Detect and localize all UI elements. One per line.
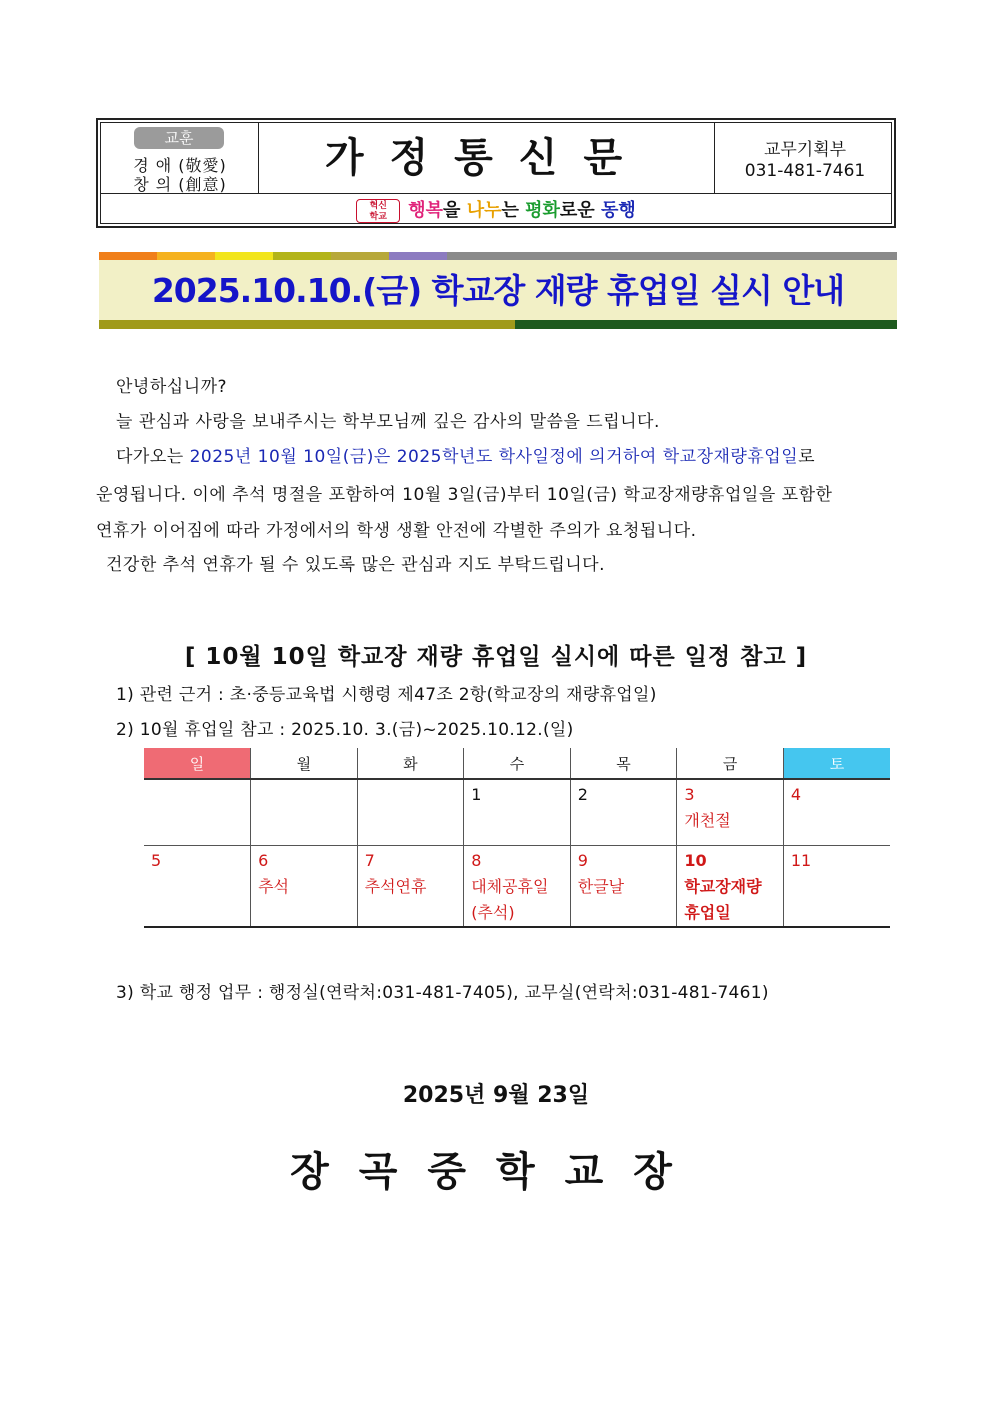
- banner-top-colorbar: [99, 252, 897, 260]
- holiday-label: 추석연휴: [364, 876, 427, 896]
- calendar-week-2: [144, 845, 890, 927]
- motto-line-2: 창 의 (創意): [133, 175, 227, 194]
- colorbar-segment: [389, 252, 447, 260]
- slogan-part: 나누: [466, 200, 502, 221]
- motto-badge: 교훈: [134, 127, 224, 149]
- colorbar-segment: [331, 252, 389, 260]
- holiday-label: 추석: [258, 876, 289, 896]
- date-number: 11: [790, 850, 812, 870]
- reference-item-2: 2) 10월 휴업일 참고 : 2025.10. 3.(금)~2025.10.12.(일): [116, 720, 574, 740]
- colorbar-segment: [447, 252, 897, 260]
- notice-title-banner: 2025.10.10.(금) 학교장 재량 휴업일 실시 안내: [99, 260, 897, 320]
- day-header-fri: 금: [677, 748, 784, 779]
- department-info: [715, 123, 895, 193]
- october-calendar: [144, 748, 890, 928]
- calendar-cell: [251, 845, 358, 927]
- calendar-cell: [783, 779, 890, 845]
- colorbar-segment: [99, 252, 157, 260]
- day-header-sun: 일: [144, 748, 251, 779]
- holiday-label: 대체공휴일: [471, 876, 549, 896]
- logo-text-top: 혁신: [369, 201, 387, 211]
- notice-paragraph-line-3: 연휴가 이어짐에 따라 가정에서의 학생 생활 안전에 각별한 주의가 요청됩니다.: [96, 521, 697, 541]
- slogan-part: 을: [443, 200, 467, 221]
- date-number: 5: [151, 850, 162, 870]
- calendar-cell: [677, 779, 784, 845]
- day-header-wed: 수: [464, 748, 571, 779]
- reference-item-3: 3) 학교 행정 업무 : 행정실(연락처:031-481-7405), 교무실(연락처:031-481-7461): [116, 983, 769, 1003]
- colorbar-segment: [157, 252, 215, 260]
- calendar-header-row: [144, 748, 890, 779]
- notice-highlight: 2025년 10월 10일(금)은 2025학년도 학사일정에 의거하여 학교장재량휴업일: [189, 447, 799, 467]
- colorbar-segment: [273, 252, 331, 260]
- slogan-part: 동행: [600, 200, 636, 221]
- date-number: 7: [364, 850, 375, 870]
- newsletter-title: 가정통신문: [259, 123, 715, 193]
- newsletter-header: [96, 118, 896, 228]
- day-header-mon: 월: [251, 748, 358, 779]
- holiday-label: 학교장재량: [684, 876, 762, 896]
- slogan-text: [408, 200, 635, 221]
- banner-bottom-colorbar: [99, 320, 897, 329]
- date-number: 6: [258, 850, 269, 870]
- notice-paragraph-line-2: 운영됩니다. 이에 추석 명절을 포함하여 10월 3일(금)부터 10일(금) 학교장재량휴업일을 포함한: [96, 485, 833, 505]
- slogan-part: 는: [501, 200, 526, 221]
- calendar-cell: [464, 845, 571, 927]
- innovation-school-logo: [356, 199, 400, 223]
- day-header-sat: 토: [783, 748, 890, 779]
- colorbar-segment: [215, 252, 273, 260]
- date-number: 1: [471, 785, 482, 804]
- colorbar-segment: [99, 320, 515, 329]
- calendar-week-1: [144, 779, 890, 845]
- holiday-label: 개천절: [684, 811, 731, 830]
- thanks-line: 늘 관심과 사랑을 보내주시는 학부모님께 깊은 감사의 말씀을 드립니다.: [116, 412, 660, 432]
- calendar-cell: [783, 845, 890, 927]
- header-inner-frame: [100, 122, 892, 224]
- date-number: 2: [577, 785, 588, 804]
- slogan-part: 로운: [559, 200, 601, 221]
- calendar-cell: [464, 779, 571, 845]
- calendar-cell: [144, 845, 251, 927]
- holiday-label-sub: 휴업일: [684, 902, 731, 922]
- calendar-cell: [144, 779, 251, 845]
- colorbar-segment: [515, 320, 897, 329]
- greeting-line: 안녕하십니까?: [116, 377, 228, 397]
- motto-line-1: 경 애 (敬愛): [133, 156, 227, 175]
- date-number: 10: [684, 850, 707, 870]
- department-name: 교무기획부: [763, 140, 847, 160]
- notice-lead: 다가오는: [116, 447, 190, 467]
- principal-signature: 장곡중학교장: [290, 1149, 702, 1195]
- slogan-part: 행복: [408, 200, 444, 221]
- date-number: 9: [577, 850, 588, 870]
- department-phone: 031-481-7461: [744, 161, 866, 181]
- notice-tail: 로: [798, 447, 816, 467]
- notice-paragraph-line-1: [116, 440, 815, 474]
- calendar-cell: [357, 845, 464, 927]
- calendar-cell: [570, 779, 677, 845]
- holiday-label-sub: (추석): [471, 902, 515, 922]
- day-header-tue: 화: [357, 748, 464, 779]
- holiday-label: 한글날: [577, 876, 625, 896]
- date-number: 8: [471, 850, 482, 870]
- date-number: 4: [790, 785, 802, 804]
- closing-line: 건강한 추석 연휴가 될 수 있도록 많은 관심과 지도 부탁드립니다.: [106, 555, 606, 575]
- slogan-part: 평화: [525, 200, 560, 221]
- date-number: 3: [684, 785, 695, 804]
- issue-date: 2025년 9월 23일: [402, 1083, 590, 1108]
- calendar-cell: [357, 779, 464, 845]
- logo-text-bottom: 학교: [369, 212, 387, 222]
- calendar-cell: [570, 845, 677, 927]
- school-slogan: [101, 193, 891, 227]
- day-header-thu: 목: [570, 748, 677, 779]
- calendar-cell: [677, 845, 784, 927]
- school-motto: [101, 123, 259, 193]
- calendar-cell: [251, 779, 358, 845]
- schedule-section-title: [ 10월 10일 학교장 재량 휴업일 실시에 따른 일정 참고 ]: [184, 644, 808, 670]
- reference-item-1: 1) 관련 근거 : 초·중등교육법 시행령 제47조 2항(학교장의 재량휴업일): [116, 685, 657, 705]
